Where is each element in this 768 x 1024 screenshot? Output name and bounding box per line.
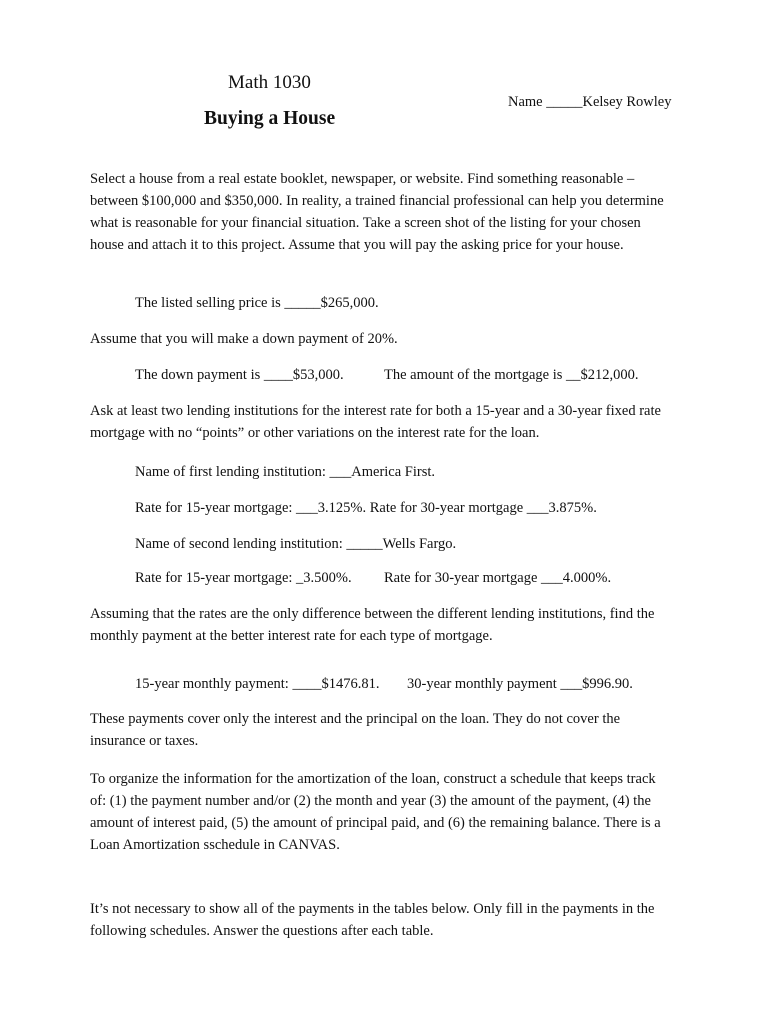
coverage-note: These payments cover only the interest and the principal on the loan. They do not cover the insurance or taxes.: [90, 711, 621, 749]
payment-15-line: 15-year monthly payment: ____$1476.81.: [135, 676, 380, 692]
down-payment-line: The down payment is ____$53,000.: [135, 367, 344, 383]
intro-paragraph: Select a house from a real estate booklet, newspaper, or website. Find something reasonable – between $100,000 and $350,000. In reality, a trained financial professional can help you determine what is reasonable for your financial situation. Take a screen shot of the listing for your chosen house and attach it to this project. Assume that you will pay the asking price for your house.: [90, 171, 664, 253]
lending-instructions: Ask at least two lending institutions for the interest rate for both a 15-year and a 30-year fixed rate mortgage with no “points” or other variations on the interest rate for the loan.: [90, 403, 661, 441]
down-payment-assumption: Assume that you will make a down payment of 20%.: [90, 331, 398, 347]
second-rate-30-line: Rate for 30-year mortgage ___4.000%.: [384, 570, 612, 586]
page-title: Buying a House: [204, 108, 336, 129]
second-institution-line: Name of second lending institution: _____Wells Fargo.: [135, 536, 457, 552]
course-title: Math 1030: [228, 72, 311, 93]
mortgage-amount-line: The amount of the mortgage is __$212,000.: [384, 367, 639, 383]
monthly-payment-instructions: Assuming that the rates are the only difference between the different lending institutions, find the monthly payment at the better interest rate for each type of mortgage.: [90, 606, 655, 644]
payment-30-line: 30-year monthly payment ___$996.90.: [407, 676, 633, 692]
tables-note: It’s not necessary to show all of the payments in the tables below. Only fill in the payments in the following schedules. Answer the questions after each table.: [90, 901, 655, 939]
schedule-instructions: To organize the information for the amortization of the loan, construct a schedule that keeps track of: (1) the payment number and/or (2) the month and year (3) the amount of the payment, (4) the amount of interest paid, (5) the amount of principal paid, and (6) the remaining balance. There is a Loan Amortization sschedule in CANVAS.: [90, 771, 661, 853]
first-rates-line: Rate for 15-year mortgage: ___3.125%. Rate for 30-year mortgage ___3.875%.: [135, 500, 597, 516]
student-name-line: Name _____Kelsey Rowley: [508, 94, 672, 110]
second-rate-15-line: Rate for 15-year mortgage: _3.500%.: [135, 570, 352, 586]
first-institution-line: Name of first lending institution: ___America First.: [135, 464, 436, 480]
selling-price-line: The listed selling price is _____$265,000.: [135, 295, 379, 311]
